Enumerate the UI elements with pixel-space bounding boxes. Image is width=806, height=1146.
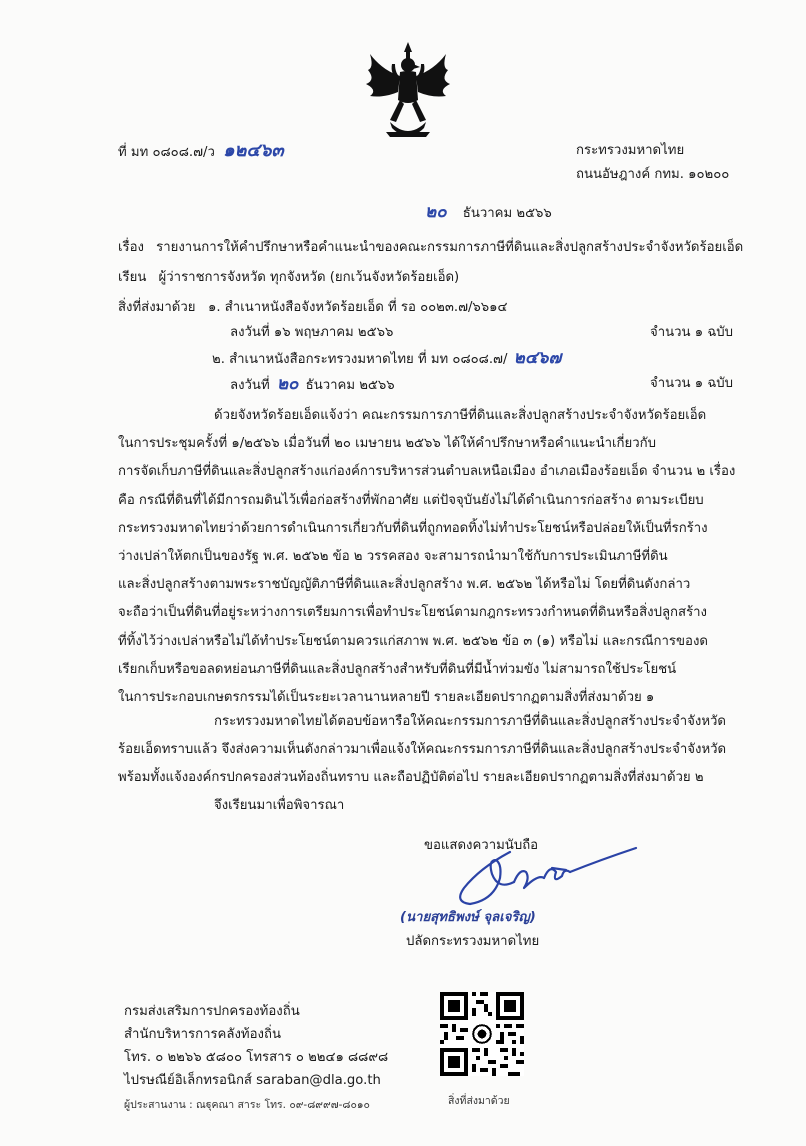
- footer-department: กรมส่งเสริมการปกครองท้องถิ่น: [124, 1004, 300, 1019]
- paragraph-line: เรียกเก็บหรือขอลดหย่อนภาษีที่ดินและสิ่งปลูกสร้างสำหรับที่ดินที่มีน้ำท่วมขัง ไม่สามารถใช้ประโยชน์: [118, 661, 677, 677]
- enclosure-2-line2: [230, 376, 395, 394]
- footer-coordinator: ผู้ประสานงาน : ณฐุคณา สาระ โทร. ๐๙-๘๙๙๗-๘๐๑๐: [124, 1099, 370, 1111]
- footer-office: สำนักบริหารการคลังท้องถิ่น: [124, 1027, 281, 1042]
- ministry-name: กระทรวงมหาดไทย: [576, 143, 685, 158]
- reference-number: [118, 140, 284, 161]
- paragraph-line: และสิ่งปลูกสร้างตามพระราชบัญญัติภาษีที่ดินและสิ่งปลูกสร้าง พ.ศ. ๒๕๖๒ ได้หรือไม่ โดยที่ดินดังกล่าว: [118, 577, 691, 593]
- recipient-label: เรียน: [118, 270, 147, 285]
- body-paragraph-1: [118, 402, 746, 712]
- enclosure-2-date-rest: ธันวาคม ๒๕๖๖: [305, 378, 395, 393]
- closing-request: จึงเรียนมาเพื่อพิจารณา: [214, 798, 345, 813]
- paragraph-line: ว่างเปล่าให้ตกเป็นของรัฐ พ.ศ. ๒๕๖๒ ข้อ ๒ วรรคสอง จะสามารถนำมาใช้กับการประเมินภาษีที่ดิน: [118, 549, 668, 565]
- enclosure-2-handwritten-number: ๒๔๖๗: [513, 348, 562, 368]
- qr-caption: สิ่งที่ส่งมาด้วย: [448, 1095, 510, 1107]
- letter-date: [425, 204, 552, 222]
- garuda-emblem: [360, 40, 456, 145]
- paragraph-line: จะถือว่าเป็นที่ดินที่อยู่ระหว่างการเตรียมการเพื่อทำประโยชน์ตามกฎกระทรวงกำหนดที่ดินหรือสิ่งปลูกสร้าง: [118, 605, 707, 621]
- paragraph-line: การจัดเก็บภาษีที่ดินและสิ่งปลูกสร้างแก่องค์การบริหารส่วนตำบลเหนือเมือง อำเภอเมืองร้อยเอ็ด จำนวน ๒ เรื่อง: [118, 464, 736, 480]
- paragraph-line: คือ กรณีที่ดินที่ได้มีการถมดินไว้เพื่อก่อสร้างที่พักอาศัย แต่ปัจจุบันยังไม่ได้ดำเนินการก่อสร้าง ตามระเบียบ: [118, 492, 704, 508]
- handwritten-signature: [440, 838, 650, 918]
- subject-label: เรื่อง: [118, 240, 144, 255]
- date-month-year: ธันวาคม ๒๕๖๖: [462, 206, 552, 221]
- recipient-line: [118, 270, 459, 286]
- recipient-text: ผู้ว่าราชการจังหวัด ทุกจังหวัด (ยกเว้นจังหวัดร้อยเอ็ด): [158, 270, 460, 285]
- paragraph-line: ร้อยเอ็ดทราบแล้ว จึงส่งความเห็นดังกล่าวมาเพื่อแจ้งให้คณะกรรมการภาษีที่ดินและสิ่งปลูกสร้างประจำจังหวัด: [118, 742, 727, 758]
- subject-text: รายงานการให้คำปรึกษาหรือคำแนะนำของคณะกรรมการภาษีที่ดินและสิ่งปลูกสร้างประจำจังหวัดร้อยเอ็ด: [156, 240, 744, 255]
- enclosure-1-line2: ลงวันที่ ๑๖ พฤษภาคม ๒๕๖๖: [230, 325, 394, 340]
- footer-email: ไปรษณีย์อิเล็กทรอนิกส์ saraban@dla.go.th: [124, 1073, 381, 1088]
- footer-phone: โทร. ๐ ๒๒๖๖ ๕๘๐๐ โทรสาร ๐ ๒๒๔๑ ๘๘๙๘: [124, 1050, 389, 1065]
- paragraph-line: ในการประชุมครั้งที่ ๑/๒๕๖๖ เมื่อวันที่ ๒๐ เมษายน ๒๕๖๖ ได้ให้คำปรึกษาหรือคำแนะนำเกี่ยวกับ: [118, 436, 656, 452]
- date-day-handwritten: ๒๐: [425, 202, 447, 222]
- enclosure-2-text: ๒. สำเนาหนังสือกระทรวงมหาดไทย ที่ มท ๐๘๐๘.๗/: [212, 352, 508, 367]
- paragraph-line: ในการประกอบเกษตรกรรมได้เป็นระยะเวลานานหลายปี รายละเอียดปรากฏตามสิ่งที่ส่งมาด้วย ๑: [118, 690, 655, 706]
- subject-line: [118, 240, 743, 256]
- body-paragraph-2: [118, 708, 746, 793]
- paragraph-line: ด้วยจังหวัดร้อยเอ็ดแจ้งว่า คณะกรรมการภาษีที่ดินและสิ่งปลูกสร้างประจำจังหวัดร้อยเอ็ด: [214, 408, 707, 423]
- enclosure-1-quantity: จำนวน ๑ ฉบับ: [650, 325, 734, 340]
- enclosure-2-line1: [212, 350, 561, 368]
- reference-handwritten-number: ๑๒๔๖๓: [223, 140, 284, 161]
- paragraph-line: กระทรวงมหาดไทยได้ตอบข้อหารือให้คณะกรรมการภาษีที่ดินและสิ่งปลูกสร้างประจำจังหวัด: [214, 714, 726, 729]
- qr-code[interactable]: [440, 992, 524, 1076]
- enclosure-2-date-prefix: ลงวันที่: [230, 378, 270, 393]
- paragraph-line: กระทรวงมหาดไทยว่าด้วยการดำเนินการเกี่ยวกับที่ดินที่ถูกทอดทิ้งไม่ทำประโยชน์หรือปล่อยให้เป็นที่รกร้าง: [118, 520, 708, 536]
- paragraph-line: ที่ทิ้งไว้ว่างเปล่าหรือไม่ได้ทำประโยชน์ตามควรแก่สภาพ พ.ศ. ๒๕๖๒ ข้อ ๓ (๑) หรือไม่ และกรณีการของด: [118, 633, 708, 649]
- enclosure-2-quantity: จำนวน ๑ ฉบับ: [650, 376, 734, 391]
- enclosures-label: สิ่งที่ส่งมาด้วย: [118, 300, 196, 315]
- paragraph-line: พร้อมทั้งแจ้งองค์กรปกครองส่วนท้องถิ่นทราบ และถือปฏิบัติต่อไป รายละเอียดปรากฏตามสิ่งที่ส่งมาด้วย ๒: [118, 770, 704, 786]
- closing-salutation: ขอแสดงความนับถือ: [424, 838, 539, 853]
- enclosure-1-line1: ๑. สำเนาหนังสือจังหวัดร้อยเอ็ด ที่ รอ ๐๐๒๓.๗/๖๖๑๔: [208, 300, 508, 315]
- signatory-name: (นายสุทธิพงษ์ จุลเจริญ): [400, 910, 536, 925]
- signatory-position: ปลัดกระทรวงมหาดไทย: [406, 934, 540, 949]
- reference-prefix: ที่ มท ๐๘๐๘.๗/ว: [118, 145, 215, 160]
- ministry-address: ถนนอัษฎางค์ กทม. ๑๐๒๐๐: [576, 167, 730, 182]
- enclosure-2-day-handwritten: ๒๐: [276, 374, 299, 394]
